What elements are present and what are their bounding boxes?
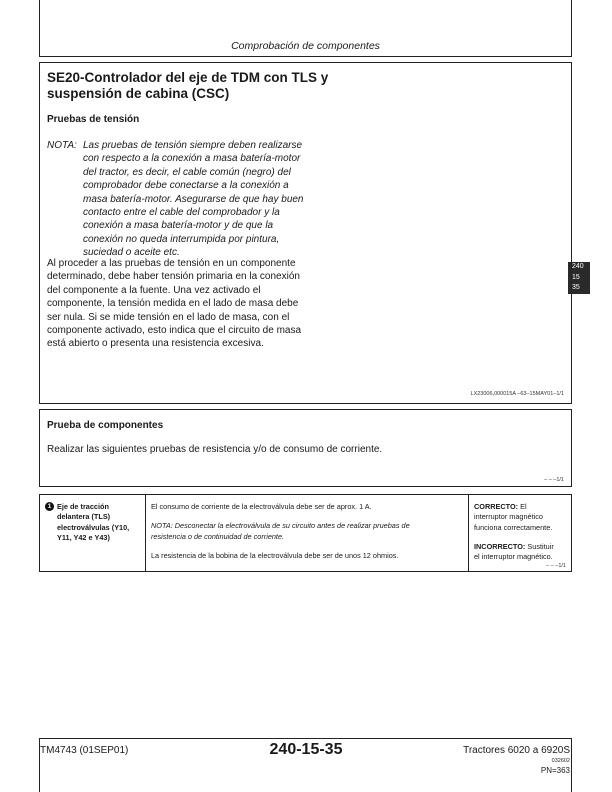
reference-code: – – –1/1 xyxy=(546,563,566,569)
column-divider xyxy=(145,495,146,571)
tab-line-1: 240 xyxy=(572,263,584,270)
voltage-paragraph xyxy=(47,257,347,351)
nota-line: suciedad o aceite etc. xyxy=(83,247,180,259)
nota-line: Las pruebas de tensión siempre deben realizarse xyxy=(83,140,303,151)
reference-code: LX23006,000015A –63–15MAY01–1/1 xyxy=(470,391,564,397)
column-divider xyxy=(468,495,469,571)
tab-line-2: 15 xyxy=(572,273,580,281)
page-number: 240-15-35 xyxy=(269,741,343,758)
component-test-text: Realizar las siguientes pruebas de resistencia y/o de consumo de corriente. xyxy=(47,444,383,455)
section-header: Comprobación de componentes xyxy=(231,40,380,52)
test-nota-line: resistencia o de continuidad de corriente. xyxy=(151,531,285,541)
correct-text: funciona correctamente. xyxy=(474,522,553,532)
incorrect-label: INCORRECTO: xyxy=(474,541,526,551)
test-nota-line: NOTA: Desconectar la electroválvula de su circuito antes de realizar pruebas de xyxy=(151,521,410,531)
test-step-text: La resistencia de la bobina de la electroválvula debe ser de unos 12 ohmios. xyxy=(151,550,399,560)
footer-rule xyxy=(39,738,572,739)
title-line-1: SE20-Controlador del eje de TDM con TLS y xyxy=(47,70,329,85)
header-rule xyxy=(39,56,572,57)
correct-text: El xyxy=(520,502,527,511)
nota-line: del tractor, es decir, el cable común (negro) del xyxy=(83,166,291,178)
nota-line: conexión no queda interrumpida por pintura, xyxy=(83,233,280,245)
manual-id: TM4743 (01SEP01) xyxy=(40,745,129,756)
title-line-2: suspensión de cabina (CSC) xyxy=(47,86,230,101)
print-code: 032602 xyxy=(551,758,570,764)
para-line: ser nula. Si se mide tensión en el lado de masa, con el xyxy=(47,311,290,323)
component-test-heading: Prueba de componentes xyxy=(47,420,164,431)
nota-line: comprobador debe conectarse a la conexión a xyxy=(83,180,289,192)
nota-line: conexión a masa batería-motor y de que la xyxy=(83,220,274,232)
component-line: Y11, Y42 e Y43) xyxy=(57,532,110,542)
tractor-model: Tractores 6020 a 6920S xyxy=(463,745,570,756)
nota-line: con respecto a la conexión a masa batería-motor xyxy=(83,153,301,165)
para-line: componente activado, esto indica que el circuito de masa xyxy=(47,325,302,337)
test-procedure xyxy=(151,502,463,561)
reference-code: – – –1/1 xyxy=(544,477,564,483)
component-line: Eje de tracción xyxy=(57,502,109,511)
incorrect-text: Sustituir xyxy=(527,541,554,551)
para-line: Al proceder a las pruebas de tensión en un componente xyxy=(47,258,296,269)
step-number-badge: 1 xyxy=(45,502,54,511)
para-line: del componente a la fuente. Una vez activado el xyxy=(47,284,261,296)
voltage-tests-section xyxy=(39,62,572,404)
component-test-section xyxy=(39,409,572,487)
result-column xyxy=(474,502,569,562)
nota-line: contacto entre el cable del comprobador y la xyxy=(83,207,280,219)
top-right-rule xyxy=(571,0,572,56)
nota-line: masa batería-motor. Asegurarse de que hay buen xyxy=(83,193,304,205)
nota-label: NOTA: xyxy=(47,140,77,151)
incorrect-text: el interruptor magnético. xyxy=(474,552,553,562)
correct-text: interruptor magnético xyxy=(474,512,543,522)
section-title xyxy=(47,70,328,102)
para-line: está abierto o presenta una resistencia excesiva. xyxy=(47,338,264,350)
para-line: componente, la tensión medida en el lado de masa debe xyxy=(47,298,299,310)
component-name xyxy=(57,502,145,543)
component-line: electroválvulas (Y10, xyxy=(57,522,130,532)
pn-number: PN=363 xyxy=(540,766,570,775)
test-step-text: El consumo de corriente de la electroválvula debe ser de aprox. 1 A. xyxy=(151,502,372,511)
correct-label: CORRECTO: xyxy=(474,502,519,511)
component-line: delantera (TLS) xyxy=(57,512,111,522)
test-step-table xyxy=(39,494,572,572)
para-line: determinado, debe haber tensión primaria en la conexión xyxy=(47,271,300,283)
voltage-tests-heading: Pruebas de tensión xyxy=(47,114,140,125)
tab-line-3: 35 xyxy=(572,284,580,291)
nota-text xyxy=(83,139,373,260)
